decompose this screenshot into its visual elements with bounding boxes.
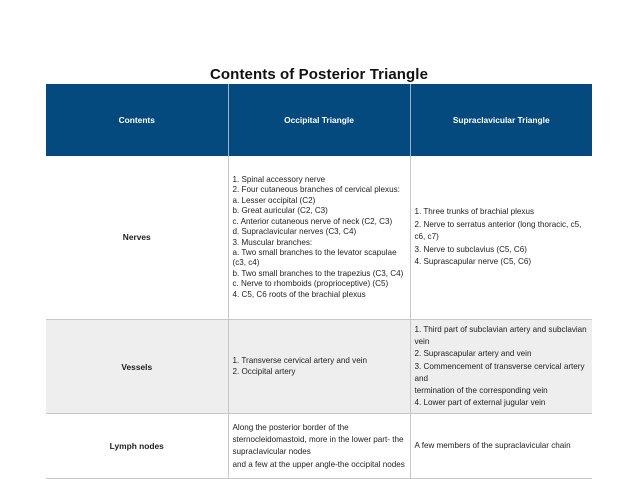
list-item: 1. Three trunks of brachial plexus <box>414 207 535 217</box>
nerves-supraclavicular-cell <box>410 156 592 320</box>
header-contents: Contents <box>46 84 228 156</box>
lymph-occipital-cell <box>228 414 410 479</box>
list-item: 1. Transverse cervical artery and vein <box>232 356 368 366</box>
list-item: 3. Muscular branches: <box>232 237 313 247</box>
contents-table <box>46 84 592 479</box>
table-row-lymph-nodes <box>46 414 592 479</box>
list-item: 2. Four cutaneous branches of cervical plexus: <box>232 185 400 195</box>
list-item: a. Two small branches to the levator scapulae (c3, c4) <box>232 247 397 268</box>
list-item: 3. Nerve to subclavius (C5, C6) <box>414 244 527 254</box>
list-item: b. Two small branches to the trapezius (C3, C4) <box>232 268 404 278</box>
list-item: c. Anterior cutaneous nerve of neck (C2, C3) <box>232 216 393 226</box>
header-occipital-triangle: Occipital Triangle <box>228 84 410 156</box>
list-item: c. Nerve to rhomboids (proprioceptive) (C5) <box>232 279 389 289</box>
list-item: and a few at the upper angle-the occipital nodes <box>232 459 405 469</box>
header-supraclavicular-triangle: Supraclavicular Triangle <box>410 84 592 156</box>
list-item: a. Lesser occipital (C2) <box>232 195 316 205</box>
list-item: 2. Suprascapular artery and vein <box>414 349 532 359</box>
list-item: 1. Third part of subclavian artery and subclavian vein <box>414 325 587 347</box>
row-label-lymph-nodes: Lymph nodes <box>46 414 228 479</box>
list-item: 2. Nerve to serratus anterior (long thoracic, c5, c6, c7) <box>414 219 582 242</box>
list-item: 2. Occipital artery <box>232 366 296 376</box>
list-item: d. Supraclavicular nerves (C3, C4) <box>232 227 357 237</box>
list-item: b. Great auricular (C2, C3) <box>232 206 328 216</box>
row-label-vessels: Vessels <box>46 320 228 414</box>
vessels-occipital-cell <box>228 320 410 414</box>
table-row-vessels <box>46 320 592 414</box>
list-item: 4. C5, C6 roots of the brachial plexus <box>232 289 366 299</box>
lymph-supraclavicular-cell <box>410 414 592 479</box>
nerves-occipital-cell <box>228 156 410 320</box>
list-item: 4. Lower part of external jugular vein <box>414 398 546 408</box>
list-item: Along the posterior border of the sternocleidomastoid, more in the lower part- the supraclavicular nodes <box>232 423 404 457</box>
table-row-nerves <box>46 156 592 320</box>
list-item: 1. Spinal accessory nerve <box>232 175 326 185</box>
row-label-nerves: Nerves <box>46 156 228 320</box>
list-item: 4. Suprascapular nerve (C5, C6) <box>414 257 532 267</box>
list-item: A few members of the supraclavicular chain <box>414 441 571 451</box>
list-item: 3. Commencement of transverse cervical artery and <box>414 361 585 383</box>
page-title: Contents of Posterior Triangle <box>209 66 429 83</box>
list-item: termination of the corresponding vein <box>414 386 548 396</box>
table-header-row <box>46 84 592 156</box>
vessels-supraclavicular-cell <box>410 320 592 414</box>
